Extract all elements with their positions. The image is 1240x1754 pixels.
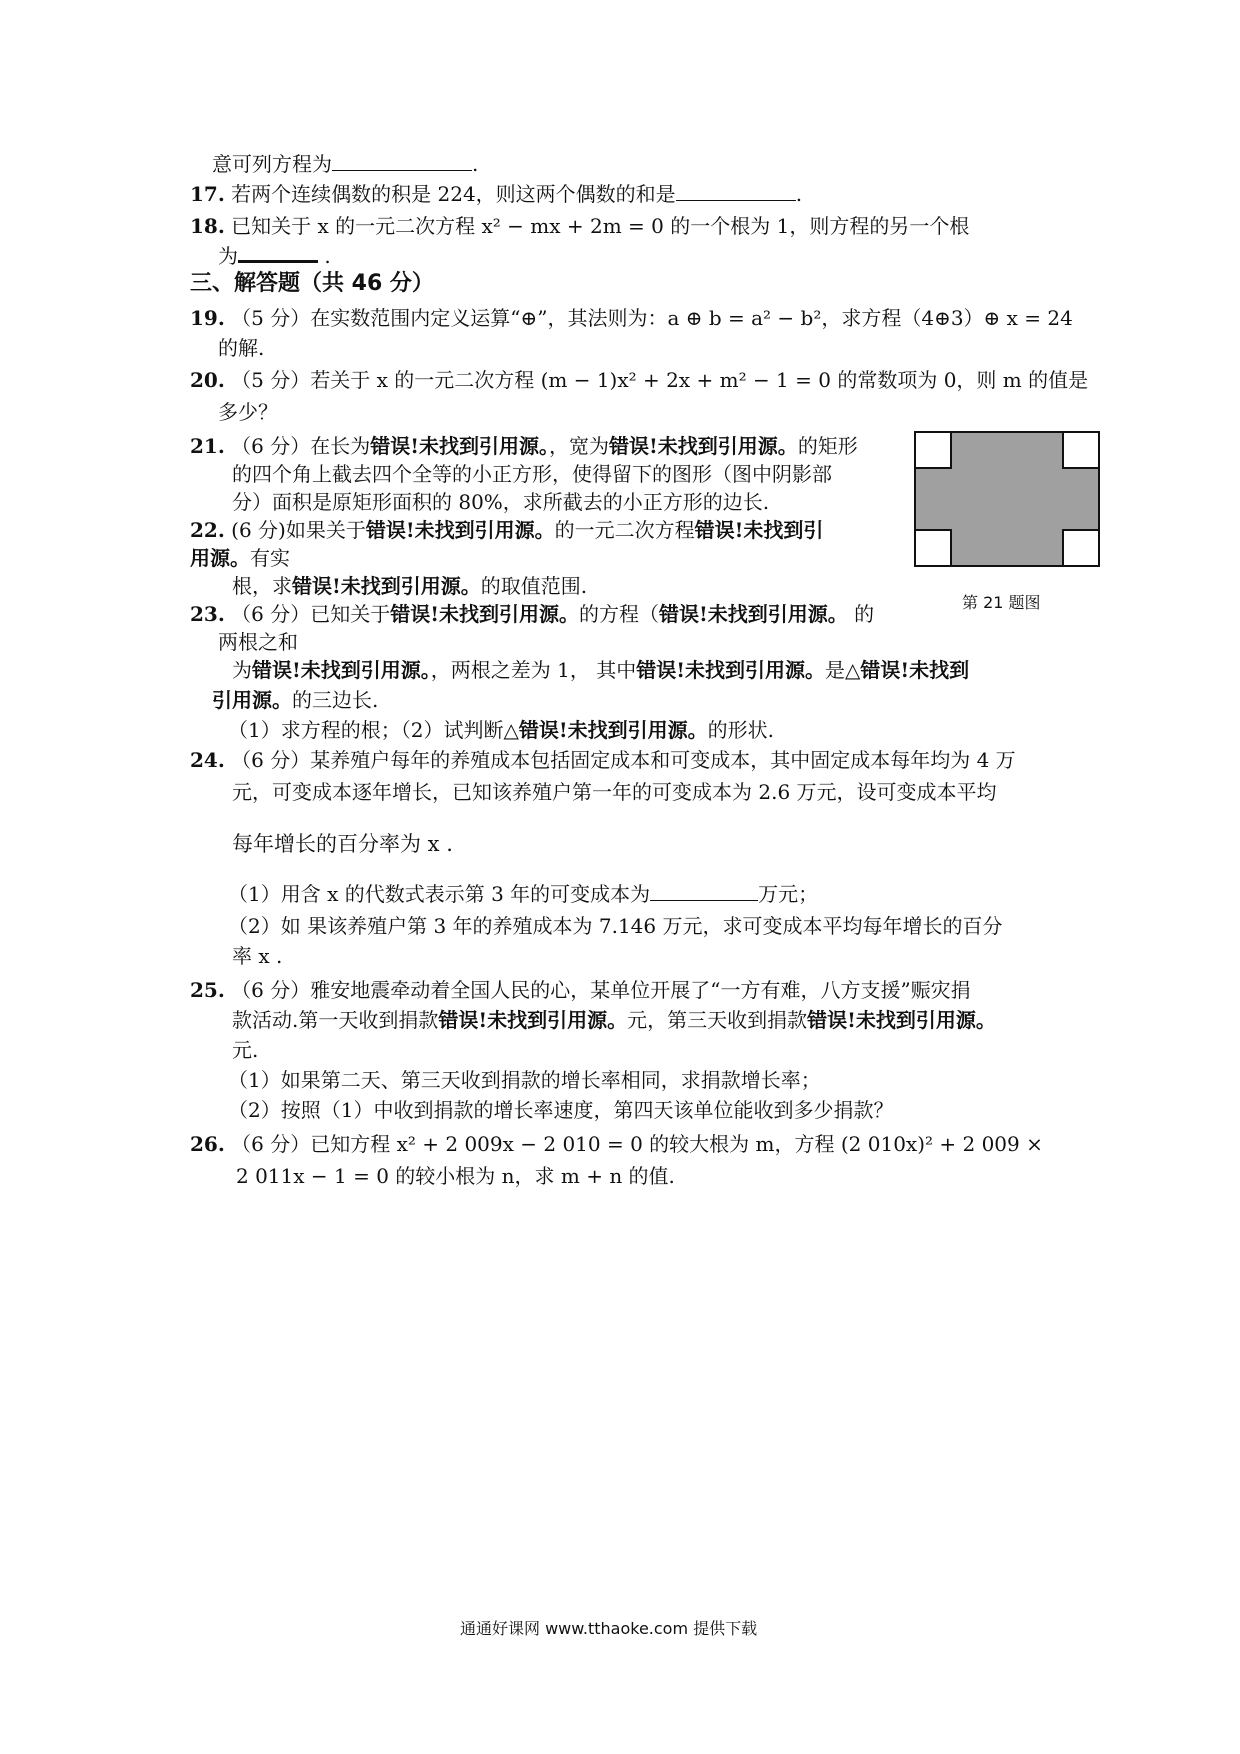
question-20-continuation: 多少？ (218, 400, 278, 424)
question-number: 21. (190, 434, 225, 458)
question-25 (190, 976, 971, 1004)
question-text: （1）求方程的根；（2）试判断△ (228, 718, 519, 742)
question-19 (190, 304, 1073, 332)
answer-blank[interactable] (332, 150, 472, 171)
error-reference: 用源。 (190, 546, 250, 570)
error-reference: 错误!未找到 (860, 658, 970, 682)
question-21 (190, 432, 858, 460)
question-text: 的三边长. (292, 688, 379, 712)
question-number: 22. (190, 518, 225, 542)
question-text: 的 (847, 602, 875, 626)
error-reference: 引用源。 (212, 688, 292, 712)
question-text: 已知关于 x 的一元二次方程 x² − mx + 2m = 0 的一个根为 1，则方程的另一个根 (231, 214, 970, 238)
question-text: 的取值范围. (480, 574, 588, 598)
error-reference: 错误!未找到引用源。 (370, 434, 550, 458)
corner-square-top-right (1063, 432, 1099, 468)
question-22 (190, 516, 823, 544)
question-number: 19. (190, 306, 225, 330)
question-number: 18. (190, 214, 225, 238)
question-text: 的一元二次方程 (554, 518, 695, 542)
error-reference: 错误!未找到引用源。 (438, 1008, 628, 1032)
question-number: 25. (190, 978, 225, 1002)
question-text: 的矩形 (797, 434, 858, 458)
corner-square-top-left (915, 432, 951, 468)
error-reference: 错误!未找到引用源。 (659, 602, 848, 626)
question-text: 款活动.第一天收到捐款 (232, 1008, 439, 1032)
question-text: （5 分）若关于 x 的一元二次方程 (m − 1)x² + 2x + m² − 1 = 0 的常数项为 0，则 m 的值是 (231, 368, 1089, 392)
question-24-line3: 每年增长的百分率为 x . (232, 832, 453, 856)
question-18 (190, 212, 969, 240)
question-19-continuation: 的解. (218, 336, 265, 360)
question-text: (6 分)如果关于 (231, 518, 366, 542)
question-20 (190, 366, 1088, 394)
error-reference: 错误!未找到引用源。 (518, 718, 708, 742)
question-24 (190, 746, 1016, 774)
question-23-line2: 两根之和 (218, 630, 298, 654)
question-18-continuation (218, 240, 331, 270)
question-23-line3 (232, 656, 969, 684)
period: . (472, 152, 479, 176)
rectangle-figure (914, 431, 1100, 567)
question-number: 23. (190, 602, 225, 626)
question-22-line3 (232, 572, 587, 600)
question-text: 万元； (758, 882, 819, 906)
question-text: （6 分）已知关于 (231, 602, 391, 626)
question-text: 为 (218, 244, 238, 268)
question-text: （6 分）在长为 (231, 434, 371, 458)
question-number: 17. (190, 182, 225, 206)
error-reference: 错误!未找到引用源。 (390, 602, 580, 626)
question-23 (190, 600, 874, 628)
question-25-part1: （1）如果第二天、第三天收到捐款的增长率相同，求捐款增长率； (228, 1068, 821, 1092)
period: . (324, 244, 331, 268)
question-26-line2: 2 011x − 1 = 0 的较小根为 n，求 m + n 的值. (236, 1164, 675, 1188)
page-footer: 通通好课网 www.tthaoke.com 提供下载 (460, 1619, 758, 1638)
question-26 (190, 1130, 1043, 1158)
question-25-part2: （2）按照（1）中收到捐款的增长率速度，第四天该单位能收到多少捐款？ (228, 1098, 894, 1122)
error-reference: 错误!未找到引用源。 (292, 574, 481, 598)
question-text: 根，求 (232, 574, 292, 598)
error-reference: 错误!未找到引用源。 (609, 434, 798, 458)
answer-blank[interactable] (676, 180, 796, 201)
answer-blank[interactable] (238, 240, 318, 263)
question-text: （6 分）已知方程 x² + 2 009x − 2 010 = 0 的较大根为 m，方程 (2 010x)² + 2 009 × (231, 1132, 1043, 1156)
question-text: ，宽为 (549, 434, 610, 458)
question-text: 若两个连续偶数的积是 224，则这两个偶数的和是 (231, 182, 676, 206)
figure-caption: 第 21 题图 (962, 593, 1041, 612)
question-text: （6 分）某养殖户每年的养殖成本包括固定成本和可变成本，其中固定成本每年均为 4 万 (231, 748, 1016, 772)
question-25-line3: 元. (232, 1038, 259, 1062)
question-number: 26. (190, 1132, 225, 1156)
question-text: 有实 (250, 546, 290, 570)
error-reference: 错误!未找到引用源。 (252, 658, 431, 682)
question-text: ，两根之差为 1， 其中 (430, 658, 637, 682)
period: . (795, 182, 803, 206)
question-number: 20. (190, 368, 225, 392)
question-24-part2-continuation: 率 x . (232, 944, 283, 968)
error-reference: 错误!未找到引用源。 (365, 518, 555, 542)
error-reference: 错误!未找到引用源。 (636, 658, 826, 682)
corner-square-bottom-left (915, 530, 951, 566)
answer-blank[interactable] (650, 880, 758, 901)
question-16-continuation (212, 150, 478, 178)
question-22-line2 (190, 544, 290, 572)
question-21-line3: 分）面积是原矩形面积的 80%，求所截去的小正方形的边长. (232, 490, 770, 514)
error-reference: 错误!未找到引用源。 (807, 1008, 996, 1032)
question-25-line2 (232, 1006, 996, 1034)
corner-square-bottom-right (1063, 530, 1099, 566)
question-text: （1）用含 x 的代数式表示第 3 年的可变成本为 (228, 882, 651, 906)
question-24-line2: 元，可变成本逐年增长，已知该养殖户第一年的可变成本为 2.6 万元，设可变成本平均 (232, 780, 997, 804)
question-text: 是△ (825, 658, 861, 682)
question-24-part1 (228, 880, 818, 908)
question-23-line5 (228, 716, 774, 744)
question-text: （6 分）雅安地震牵动着全国人民的心，某单位开展了“一方有难，八方支援”赈灾捐 (231, 978, 971, 1002)
question-text: 元，第三天收到捐款 (627, 1008, 808, 1032)
question-text: 的形状. (707, 718, 774, 742)
section-heading: 三、解答题（共 46 分） (190, 271, 434, 296)
question-24-part2: （2）如 果该养殖户第 3 年的养殖成本为 7.146 万元，求可变成本平均每年增长的百分 (228, 914, 1003, 938)
question-23-line4 (212, 686, 378, 714)
question-text: 意可列方程为 (212, 152, 332, 176)
question-text: （5 分）在实数范围内定义运算“⊕”，其法则为：a ⊕ b = a² − b²，求方程（4⊕3）⊕ x = 24 (231, 306, 1073, 330)
question-21-line2: 的四个角上截去四个全等的小正方形，使得留下的图形（图中阴影部 (232, 462, 832, 486)
question-text: 的方程（ (579, 602, 660, 626)
question-text: 为 (232, 658, 252, 682)
question-number: 24. (190, 748, 225, 772)
question-17 (190, 180, 802, 208)
error-reference: 错误!未找到引 (694, 518, 824, 542)
